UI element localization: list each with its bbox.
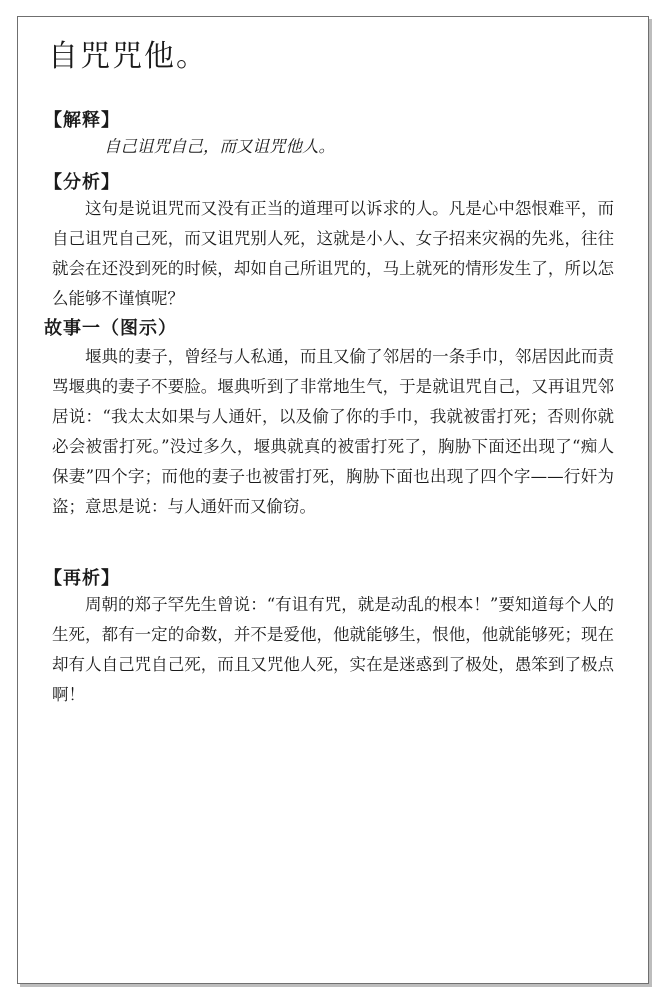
analysis-heading: 【分析】	[44, 172, 120, 193]
explanation-heading: 【解释】	[44, 110, 120, 131]
page-title: 自咒咒他。	[48, 39, 208, 74]
story-heading: 故事一（图示）	[44, 318, 177, 339]
explanation-text: 自己诅咒自己，而又诅咒他人。	[104, 137, 335, 156]
document-page	[17, 16, 649, 984]
reanalysis-text: 周朝的郑子罕先生曾说：“有诅有咒，就是动乱的根本！”要知道每个人的生死，都有一定的命数，并不是爱他，他就能够生，恨他，他就能够死；现在却有人自己咒自己死，而且又咒他人死，实在是迷惑到了极处，愚笨到了极点啊！	[52, 595, 614, 704]
story-text: 堰典的妻子，曾经与人私通，而且又偷了邻居的一条手巾，邻居因此而责骂堰典的妻子不要脸。堰典听到了非常地生气，于是就诅咒自己，又再诅咒邻居说：“我太太如果与人通奸，以及偷了你的手巾，我就被雷打死；否则你就必会被雷打死。”没过多久，堰典就真的被雷打死了，胸胁下面还出现了“痴人保妻”四个字；而他的妻子也被雷打死，胸胁下面也出现了四个字——行奸为盗；意思是说：与人通奸而又偷窃。	[52, 347, 614, 516]
reanalysis-heading: 【再析】	[44, 568, 120, 589]
analysis-text: 这句是说诅咒而又没有正当的道理可以诉求的人。凡是心中怨恨难平，而自己诅咒自己死，而又诅咒别人死，这就是小人、女子招来灾祸的先兆，往往就会在还没到死的时候，却如自己所诅咒的，马上就死的情形发生了，所以怎么能够不谨慎呢？	[52, 199, 614, 308]
